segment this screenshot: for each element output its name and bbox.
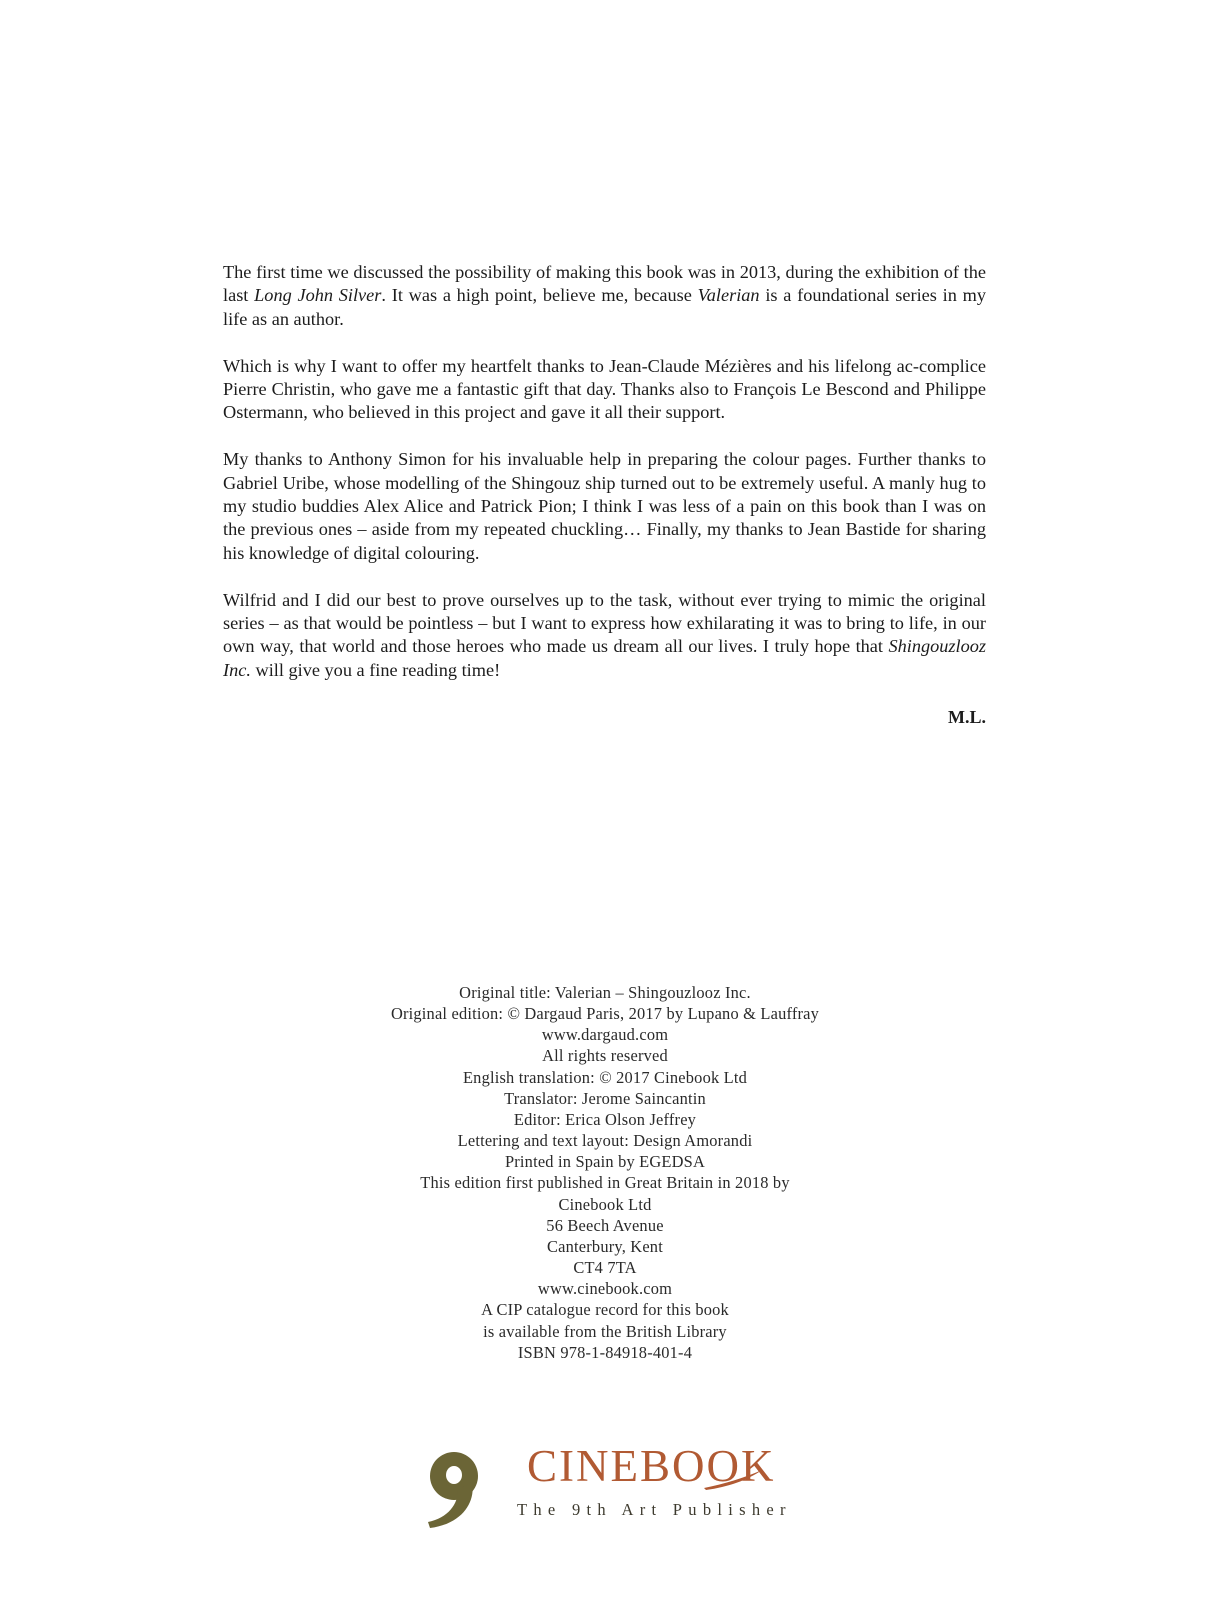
credit-line: This edition first published in Great Britain in 2018 by <box>420 1173 790 1193</box>
emblem-counter <box>446 1466 462 1484</box>
signature: M.L. <box>948 706 986 727</box>
credit-line: English translation: © 2017 Cinebook Ltd <box>462 1067 748 1087</box>
credit-line: ISBN 978-1-84918-401-4 <box>517 1342 693 1362</box>
credit-line: Original title: Valerian – Shingouzlooz Inc. <box>459 983 751 1002</box>
text-run: will give you a fine reading time! <box>250 659 501 680</box>
credits-block <box>305 982 905 1363</box>
credit-line: Translator: Jerome Saincantin <box>504 1088 706 1108</box>
credit-line: www.cinebook.com <box>537 1279 673 1299</box>
cinebook-logo <box>414 1442 794 1532</box>
credit-line: A CIP catalogue record for this book <box>481 1300 729 1320</box>
credit-line: www.dargaud.com <box>541 1025 669 1045</box>
credit-line: Lettering and text layout: Design Amorandi <box>457 1131 753 1151</box>
ack-paragraph-1 <box>223 261 986 331</box>
text-run: Wilfrid and I did our best to prove ourselves up to the task, without ever trying to mimic the original series – as that would be pointless – but I want to express how exhilarating it was to bring to life, in our own way, that world and those heroes who made us dream all our lives. I truly hope that <box>223 589 986 657</box>
text-run: The first time we discussed the possibility of making this book was in 2013, during the exhibition of the last <box>223 262 986 306</box>
ack-paragraph-4 <box>223 589 986 683</box>
text-run: . It was a high point, believe me, because <box>381 285 698 306</box>
ninth-art-emblem-icon <box>414 1442 534 1532</box>
ack-paragraph-3: My thanks to Anthony Simon for his invaluable help in preparing the colour pages. Further thanks to Gabriel Uribe, whose modelling of the Shingouz ship turned out to be extremely useful. A manly hug to my studio buddies Alex Alice and Patrick Pion; I think I was less of a pain on this book than I was on the previous ones – aside from my repeated chuckling… Finally, my thanks to Jean Bastide for sharing his knowledge of digital colouring. <box>223 449 986 563</box>
credit-line: Editor: Erica Olson Jeffrey <box>513 1109 697 1129</box>
credit-line: Canterbury, Kent <box>547 1236 663 1256</box>
credit-line: Cinebook Ltd <box>558 1194 652 1214</box>
credit-line: 56 Beech Avenue <box>546 1215 664 1235</box>
text-run: is a foundational series in my life as an author. <box>223 285 986 329</box>
credit-line: Printed in Spain by EGEDSA <box>504 1152 706 1172</box>
logo-name: CINEBOOK <box>527 1441 776 1491</box>
title-italic: Long John Silver <box>254 285 382 306</box>
credit-line: is available from the British Library <box>483 1321 727 1341</box>
logo-tagline: The 9th Art Publisher <box>517 1500 792 1519</box>
title-italic: Shingouzlooz Inc. <box>223 636 986 680</box>
credit-line: CT4 7TA <box>573 1258 637 1278</box>
ack-paragraph-2: Which is why I want to offer my heartfelt thanks to Jean-Claude Mézières and his lifelong ac-complice Pierre Christin, who gave me a fantastic gift that day. Thanks also to François Le Bescond and Philippe Ostermann, who believed in this project and gave it all their support. <box>223 355 986 423</box>
acknowledgements <box>223 261 986 729</box>
emblem-superscript: th <box>474 1443 490 1465</box>
credit-line: All rights reserved <box>542 1046 668 1066</box>
title-italic: Valerian <box>697 285 760 306</box>
logo-swash-icon <box>704 1470 764 1490</box>
credit-line: Original edition: © Dargaud Paris, 2017 by Lupano & Lauffray <box>390 1004 820 1024</box>
